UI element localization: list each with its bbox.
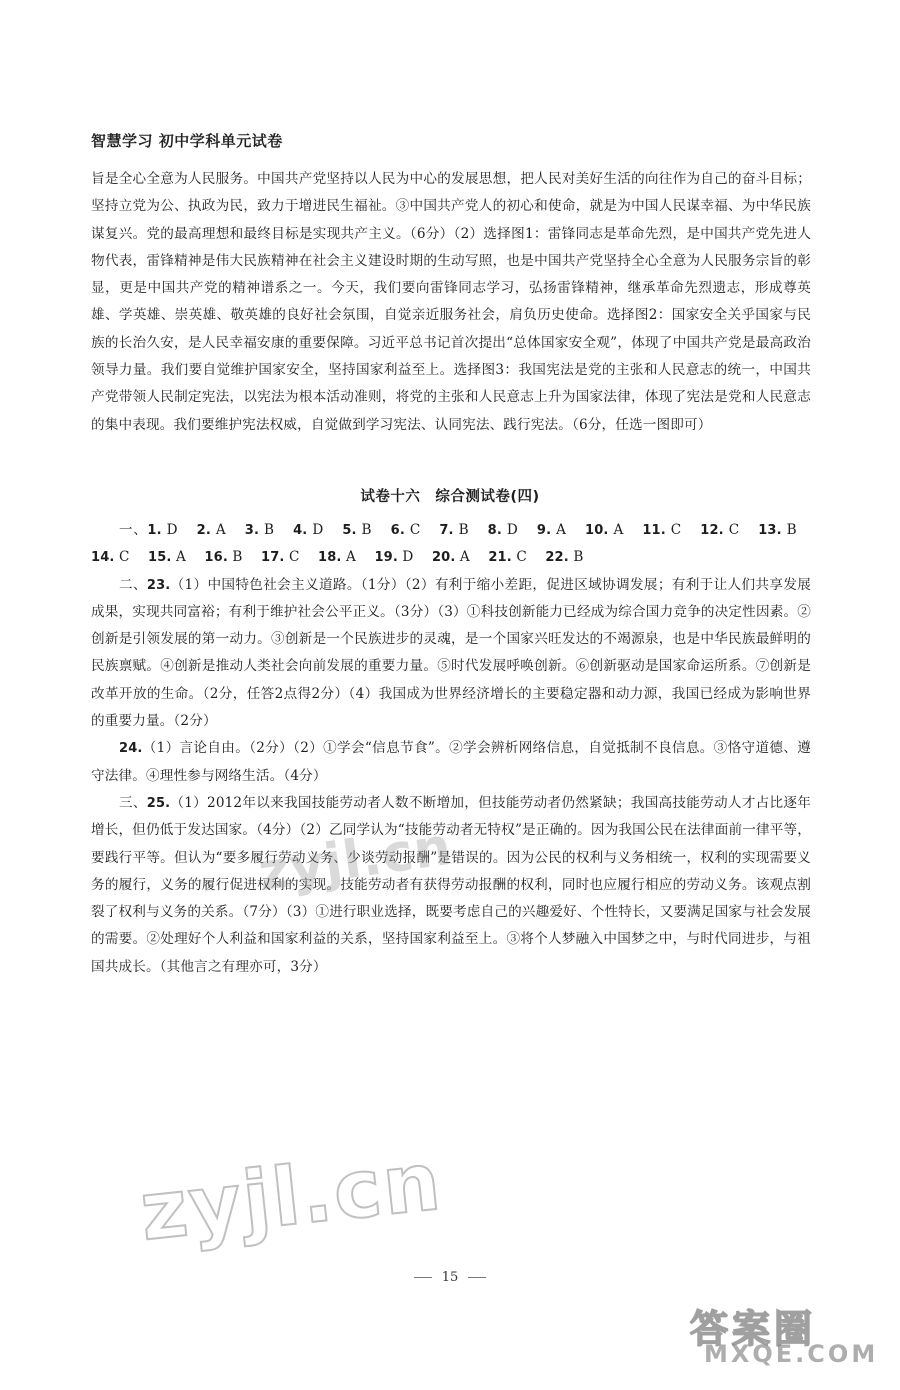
q23-number: 23. xyxy=(146,577,171,593)
mc-answer-number: 13. xyxy=(758,523,782,538)
mc-answer-item xyxy=(642,522,681,538)
mc-answer-letter: C xyxy=(511,549,527,566)
mc-answer-number: 16. xyxy=(204,550,228,566)
mc-answer-number: 11. xyxy=(642,523,666,538)
mc-answer-letter: C xyxy=(284,549,300,566)
mc-answer-item xyxy=(91,549,130,565)
mc-answer-item xyxy=(758,522,797,538)
mc-answer-number: 7. xyxy=(439,523,454,538)
mc-answer-item xyxy=(488,549,527,565)
page-number xyxy=(0,1270,900,1285)
mc-answer-number: 20. xyxy=(431,550,456,566)
mc-answer-number: 5. xyxy=(342,523,357,538)
mc-answer-item xyxy=(204,549,242,565)
mc-answer-number: 6. xyxy=(390,523,405,538)
mc-answer-item xyxy=(585,522,623,538)
q23-answer xyxy=(91,572,811,736)
q24-answer xyxy=(91,735,811,790)
mc-answer-item xyxy=(391,522,421,538)
mc-answer-number: 22. xyxy=(545,550,569,566)
mc-answer-item xyxy=(147,522,177,538)
mc-answer-letter: B xyxy=(356,522,372,538)
mc-answer-item xyxy=(148,549,186,565)
mc-answer-letter: B xyxy=(259,522,275,538)
mc-answer-item xyxy=(293,522,323,538)
q25-prefix: 三、 xyxy=(119,794,147,811)
corner-watermark-logo xyxy=(682,1298,882,1368)
mc-answer-letter: B xyxy=(568,549,584,566)
logo-english-text: MXQE.COM xyxy=(704,1340,879,1368)
mc-answer-number: 17. xyxy=(261,550,285,566)
q24-number: 24. xyxy=(119,741,143,757)
mc-answer-number: 19. xyxy=(374,550,398,566)
mc-answer-number: 2. xyxy=(196,523,211,538)
q23-prefix: 二、 xyxy=(119,576,147,593)
q23-text: （1）中国特色社会主义道路。（1分）（2）有利于缩小差距，促进区域协调发展；有利于让人们共享发展成果，实现共同富裕；有利于维护社会公平正义。（3分）（3）①科技创新能力已经成为综合国力竞争的决定性因素。②创新是引领发展的第一动力。③创新是一个民族进步的灵魂，是一个国家兴旺发达的不竭源泉，也是中华民族最鲜明的民族禀赋。④创新是推动人类社会向前发展的重要力量。⑤时代发展呼唤创新。⑥创新驱动是国家命运所系。⑦创新是改革开放的生命。（2分，任答2点得2分）（4）我国成为世界经济增长的主要稳定器和动力源，我国已经成为影响世界的重要力量。（2分） xyxy=(91,576,811,730)
mc-answer-letter: A xyxy=(608,522,624,538)
mc-answer-letter: A xyxy=(551,522,567,538)
mc-answer-item xyxy=(197,522,226,538)
mc-answers xyxy=(91,517,811,572)
page-number-dash-right xyxy=(468,1277,486,1278)
mc-answer-number: 4. xyxy=(293,523,308,538)
mc-answer-item xyxy=(342,522,371,538)
mc-answer-item xyxy=(439,522,468,538)
mc-answer-item xyxy=(374,549,413,565)
mc-answer-letter: D xyxy=(161,522,178,538)
section-title: 试卷十六 综合测试卷(四) xyxy=(360,489,540,505)
continued-answer-text xyxy=(91,166,811,439)
q25-answer xyxy=(91,790,811,981)
q25-number: 25. xyxy=(146,795,171,811)
continued-paragraph: 旨是全心全意为人民服务。中国共产党坚持以人民为中心的发展思想，把人民对美好生活的向往作为自己的奋斗目标；坚持立党为公、执政为民，致力于增进民生福祉。③中国共产党人的初心和使命，就是为中国人民谋幸福、为中华民族谋复兴。党的最高理想和最终目标是实现共产主义。（6分）（2）选择图1：雷锋同志是革命先烈，是中国共产党先进人物代表，雷锋精神是伟大民族精神在社会主义建设时期的生动写照，也是中国共产党坚持全心全意为人民服务宗旨的彰显，更是中国共产党的精神谱系之一。今天，我们要向雷锋同志学习，弘扬雷锋精神，继承革命先烈遗志，形成尊英雄、学英雄、崇英雄、敬英雄的良好社会氛围，自觉亲近服务社会，肩负历史使命。选择图2：国家安全关乎国家与民族的长治久安，是人民幸福安康的重要保障。习近平总书记首次提出“总体国家安全观”，体现了中国共产党是最高政治领导力量。我们要自觉维护国家安全，坚持国家利益至上。选择图3：我国宪法是党的主张和人民意志的统一，中国共产党带领人民制定宪法，以宪法为根本活动准则，将党的主张和人民意志上升为国家法律，体现了宪法是党和人民意志的集中表现。我们要维护宪法权威，自觉做到学习宪法、认同宪法、践行宪法。（6分，任选一图即可） xyxy=(91,171,811,433)
mc-prefix: 一、 xyxy=(119,522,148,538)
mc-answer-letter: B xyxy=(781,522,797,538)
mc-answer-number: 10. xyxy=(585,523,609,538)
mc-answer-number: 18. xyxy=(318,550,342,566)
mc-answer-item xyxy=(488,522,518,538)
mc-answer-number: 1. xyxy=(147,523,162,538)
mc-answer-letter: C xyxy=(114,549,130,566)
mc-answer-letter: D xyxy=(397,549,414,566)
mc-answer-letter: A xyxy=(341,549,356,566)
mc-answer-item xyxy=(700,522,739,538)
page-number-dash-left xyxy=(414,1277,432,1278)
mc-answer-item xyxy=(537,522,566,538)
mc-answer-letter: B xyxy=(453,522,469,538)
mc-answer-number: 12. xyxy=(700,523,724,538)
q25-text: （1）2012年以来我国技能劳动者人数不断增加，但技能劳动者仍然紧缺；我国高技能劳动人才占比逐年增长，但仍低于发达国家。（4分）（2）乙同学认为“技能劳动者无特权”是正确的。因为我国公民在法律面前一律平等，要践行平等。但认为“要多履行劳动义务、少谈劳动报酬”是错误的。因为公民的权利与义务相统一，权利的实现需要义务的履行，义务的履行促进权利的实现。技能劳动者有获得劳动报酬的权利，同时也应履行相应的劳动义务。该观点割裂了权利与义务的关系。（7分）（3）①进行职业选择，既要考虑自己的兴趣爱好、个性特长，又要满足国家与社会发展的需要。②处理好个人利益和国家利益的关系，坚持国家利益至上。③将个人梦融入中国梦之中，与时代同进步，与祖国共成长。（其他言之有理亦可，3分） xyxy=(91,794,811,975)
page-number-value: 15 xyxy=(441,1270,459,1285)
mc-answer-item xyxy=(261,549,300,565)
q24-text: （1）言论自由。（2分）（2）①学会“信息节食”。②学会辨析网络信息，自觉抵制不良信息。③恪守道德、遵守法律。④理性参与网络生活。（4分） xyxy=(91,740,811,784)
mc-answer-letter: A xyxy=(210,522,226,538)
mc-answer-number: 9. xyxy=(536,523,552,538)
mc-answer-number: 3. xyxy=(244,523,260,538)
watermark-text: zyjl.cn xyxy=(254,816,456,904)
mc-answer-list xyxy=(91,522,811,565)
mc-answer-letter: C xyxy=(665,522,682,538)
running-header: 智慧学习 初中学科单元试卷 xyxy=(91,132,283,150)
mc-answer-letter: D xyxy=(501,522,518,538)
answer-section xyxy=(91,517,811,981)
mc-answer-item xyxy=(245,522,274,538)
mc-answer-letter: A xyxy=(171,549,186,566)
mc-answer-letter: C xyxy=(723,522,740,538)
mc-answer-letter: D xyxy=(307,522,324,538)
mc-answer-number: 14. xyxy=(91,550,115,566)
mc-answer-item xyxy=(318,549,356,565)
mc-answer-number: 15. xyxy=(148,550,172,566)
watermark-large: zyjl.cn xyxy=(135,1134,447,1259)
mc-answer-letter: B xyxy=(227,549,243,566)
mc-answer-number: 21. xyxy=(488,550,512,566)
mc-answer-letter: C xyxy=(404,522,421,538)
logo-chinese-text: 答案圈 xyxy=(690,1307,817,1351)
mc-answer-item xyxy=(432,549,470,565)
mc-answer-item xyxy=(545,549,583,565)
mc-answer-number: 8. xyxy=(487,523,502,538)
mc-answer-letter: A xyxy=(455,549,470,566)
